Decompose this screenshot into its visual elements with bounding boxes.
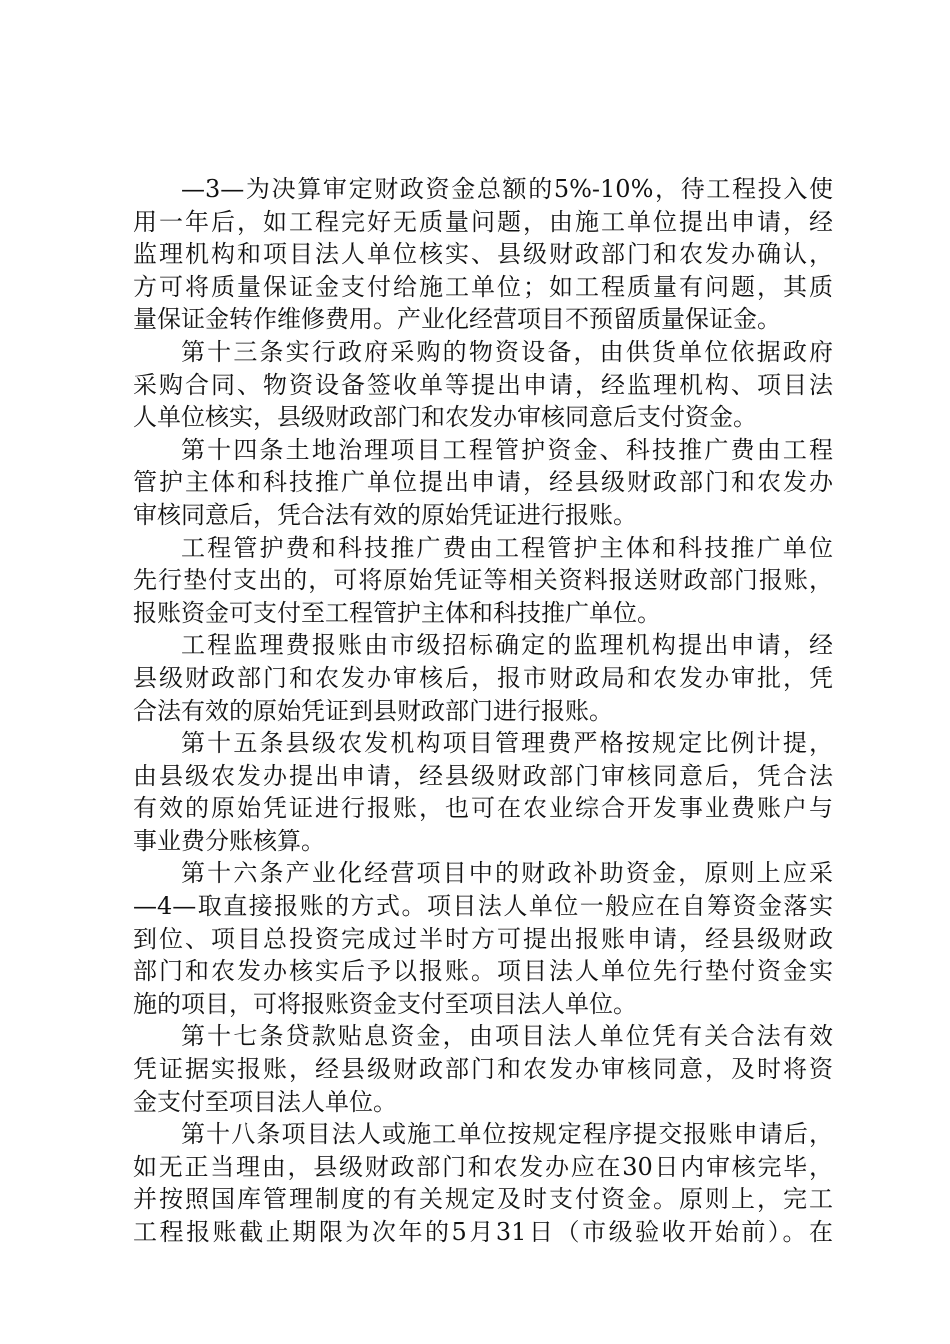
text-line: 金支付至项目法人单位。	[133, 1087, 397, 1116]
text-line: 施的项目，可将报账资金支付至项目法人单位。	[133, 989, 637, 1018]
text-line: 第十三条实行政府采购的物资设备，由供货单位依据政府	[181, 337, 833, 366]
text-line: 第十五条县级农发机构项目管理费严格按规定比例计提，	[181, 729, 833, 758]
text-line: 第十八条项目法人或施工单位按规定程序提交报账申请后，	[181, 1120, 833, 1149]
text-line: 工程监理费报账由市级招标确定的监理机构提出申请，经	[181, 631, 833, 660]
text-line: —4—取直接报账的方式。项目法人单位一般应在自筹资金落实	[133, 892, 833, 921]
text-line: 工程报账截止期限为次年的5月31日（市级验收开始前）。在	[133, 1218, 833, 1246]
text-line: —3—为决算审定财政资金总额的5%-10%，待工程投入使	[181, 175, 833, 203]
document-body	[133, 173, 833, 1249]
text-line: 部门和农发办核实后予以报账。项目法人单位先行垫付资金实	[133, 957, 833, 986]
text-line: 由县级农发办提出申请，经县级财政部门审核同意后，凭合法	[133, 761, 833, 790]
text-line: 方可将质量保证金支付给施工单位；如工程质量有问题，其质	[133, 272, 833, 301]
text-line: 采购合同、物资设备签收单等提出申请，经监理机构、项目法	[133, 370, 833, 399]
text-line: 如无正当理由，县级财政部门和农发办应在30日内审核完毕，	[133, 1152, 833, 1181]
text-line: 量保证金转作维修费用。产业化经营项目不预留质量保证金。	[133, 305, 781, 334]
text-line: 用一年后，如工程完好无质量问题，由施工单位提出申请，经	[133, 207, 833, 236]
text-line: 监理机构和项目法人单位核实、县级财政部门和农发办确认，	[133, 240, 833, 269]
text-line: 审核同意后，凭合法有效的原始凭证进行报账。	[133, 500, 637, 529]
text-line: 合法有效的原始凭证到县财政部门进行报账。	[133, 696, 613, 725]
text-line: 第十六条产业化经营项目中的财政补助资金，原则上应采	[181, 859, 833, 888]
text-line: 县级财政部门和农发办审核后，报市财政局和农发办审批，凭	[133, 663, 833, 692]
text-line: 先行垫付支出的，可将原始凭证等相关资料报送财政部门报账，	[133, 566, 833, 595]
text-line: 有效的原始凭证进行报账，也可在农业综合开发事业费账户与	[133, 794, 833, 823]
text-line: 并按照国库管理制度的有关规定及时支付资金。原则上，完工	[133, 1185, 833, 1214]
text-line: 人单位核实，县级财政部门和农发办审核同意后支付资金。	[133, 403, 757, 432]
text-line: 工程管护费和科技推广费由工程管护主体和科技推广单位	[181, 533, 833, 562]
text-line: 报账资金可支付至工程管护主体和科技推广单位。	[133, 598, 661, 627]
text-line: 事业费分账核算。	[133, 826, 325, 855]
text-line: 管护主体和科技推广单位提出申请，经县级财政部门和农发办	[133, 468, 833, 497]
text-line: 第十四条土地治理项目工程管护资金、科技推广费由工程	[181, 435, 833, 464]
text-line: 到位、项目总投资完成过半时方可提出报账申请，经县级财政	[133, 924, 833, 953]
text-line: 第十七条贷款贴息资金，由项目法人单位凭有关合法有效	[181, 1022, 833, 1051]
text-line: 凭证据实报账，经县级财政部门和农发办审核同意，及时将资	[133, 1055, 833, 1084]
